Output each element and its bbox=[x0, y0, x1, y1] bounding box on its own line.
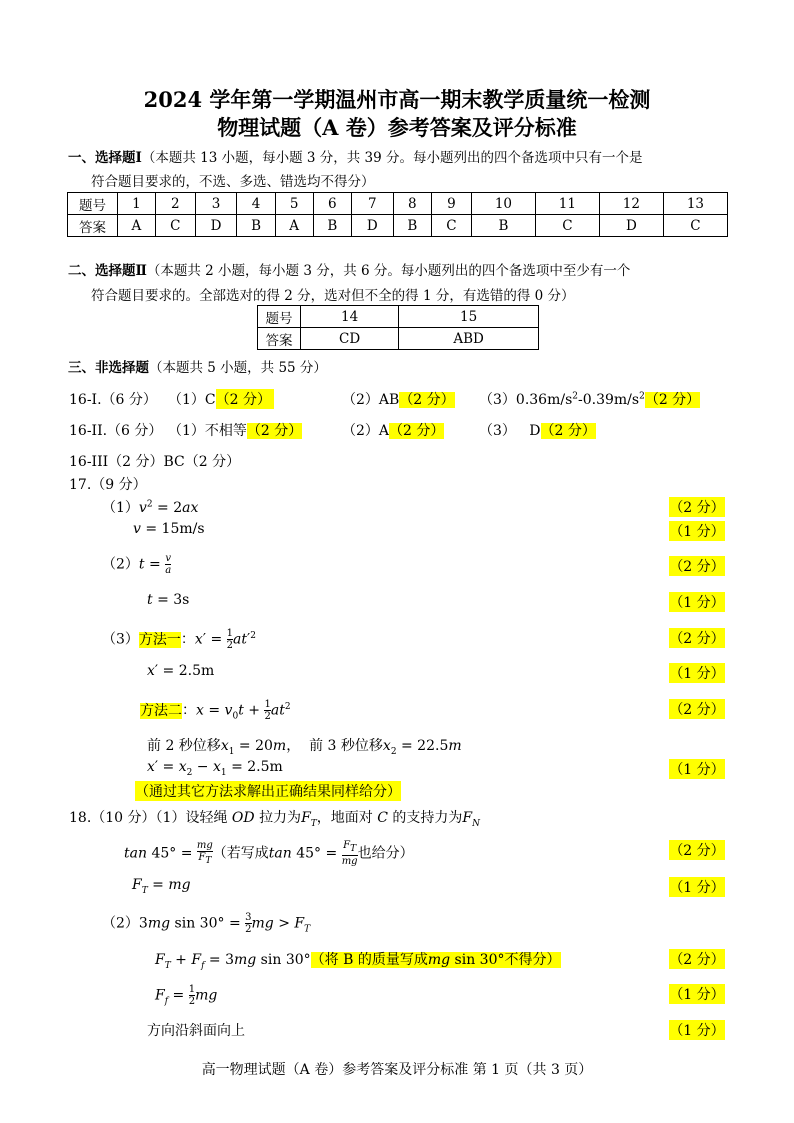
table-cell: D bbox=[351, 215, 393, 237]
score-badge: （2 分） bbox=[399, 392, 455, 408]
q17-3-method1: （3）方法一：x′ = $\frac{1}{2}$ $at'^2$ bbox=[102, 628, 256, 651]
section1-desc-line2: 符合题目要求的，不选、多选、错选均不得分） bbox=[91, 174, 375, 190]
q16-ii-label: 16-II.（6 分） bbox=[69, 423, 163, 439]
table-cell: 6 bbox=[313, 193, 351, 215]
table-cell: C bbox=[663, 215, 727, 237]
score-badge: （2 分） bbox=[669, 628, 725, 648]
score-badge: （1 分） bbox=[669, 877, 725, 897]
table-cell: ABD bbox=[399, 328, 539, 350]
q18-1-eq1: tan 45° = $\frac{mg}{F_T}$ （若写成tan 45° = $\frac{F_T}{mg}$ 也给分） bbox=[124, 840, 414, 867]
table-cell: A bbox=[275, 215, 313, 237]
section3-heading-line: 三、非选择题（本题共 5 小题，共 55 分） bbox=[68, 360, 327, 376]
table-cell: 7 bbox=[351, 193, 393, 215]
method1-label: 方法一 bbox=[138, 631, 181, 648]
table-header-cell: 答案 bbox=[258, 328, 301, 350]
section1-heading: 一、选择题Ⅰ bbox=[68, 150, 142, 166]
score-badge: （1 分） bbox=[669, 1020, 725, 1040]
q17-note: （通过其它方法求解出正确结果同样给分） bbox=[135, 781, 401, 801]
q18-note: （将 B 的质量写成mg sin 30°不得分） bbox=[310, 952, 561, 968]
q17-3-displacements: 前 2 秒位移$x_1 = 20m$， 前 3 秒位移$x_2 = 22.5m$ bbox=[147, 738, 462, 757]
table-cell: 9 bbox=[432, 193, 472, 215]
q17-1-eq2: v = 15m/s bbox=[133, 521, 205, 537]
q16-i-answer-2: （2）AB（2 分） bbox=[342, 392, 455, 408]
q16-iii: 16-III（2 分）BC（2 分） bbox=[69, 454, 241, 470]
score-badge: （1 分） bbox=[669, 663, 725, 683]
q16-ii-answer-1: （1）不相等（2 分） bbox=[168, 423, 303, 439]
section2-desc-line2: 符合题目要求的。全部选对的得 2 分，选对但不全的得 1 分，有选错的得 0 分） bbox=[91, 288, 575, 304]
table-cell: A bbox=[118, 215, 156, 237]
score-badge: （1 分） bbox=[669, 592, 725, 612]
table-cell: 13 bbox=[663, 193, 727, 215]
answer-table-1 bbox=[67, 192, 728, 237]
q17-2-eq1: （2）t = $\frac{v}{a}$ bbox=[102, 553, 172, 576]
table-cell: C bbox=[432, 215, 472, 237]
q17-3-method2: 方法二：$x = v_0t$ + $\frac{1}{2}$ $at^2$ bbox=[140, 699, 291, 722]
table-cell: 1 bbox=[118, 193, 156, 215]
score-badge: （2 分） bbox=[669, 699, 725, 719]
q16-ii-answer-2: （2）A（2 分） bbox=[342, 423, 445, 439]
q17-3-result2: $x' = x_2 - x_1 = 2.5m$ bbox=[147, 759, 283, 778]
q18-1-eq2: $F_T$ = mg bbox=[132, 877, 191, 896]
score-badge: （2 分） bbox=[540, 423, 596, 439]
score-badge: （1 分） bbox=[669, 759, 725, 779]
table-cell: 3 bbox=[195, 193, 237, 215]
score-badge: （2 分） bbox=[669, 556, 725, 576]
table-cell: 5 bbox=[275, 193, 313, 215]
table-cell: 8 bbox=[393, 193, 431, 215]
score-badge: （1 分） bbox=[669, 984, 725, 1004]
score-badge: （2 分） bbox=[669, 497, 725, 517]
table-cell: 10 bbox=[471, 193, 535, 215]
table-header-cell: 题号 bbox=[258, 306, 301, 328]
score-badge: （2 分） bbox=[246, 423, 303, 439]
table-cell: B bbox=[393, 215, 431, 237]
table-header-cell: 答案 bbox=[68, 215, 118, 237]
q16-i-answer-1: （1）C（2 分） bbox=[168, 389, 274, 409]
q16-i-label: 16-I.（6 分） bbox=[69, 392, 157, 408]
table-cell: D bbox=[195, 215, 237, 237]
score-badge: （1 分） bbox=[669, 521, 725, 541]
q18-2-eq3: $F_f$ = $\frac{1}{2}$ mg bbox=[155, 984, 218, 1007]
method2-label: 方法二 bbox=[140, 702, 182, 719]
q16-ii-answer-3: （3） D（2 分） bbox=[479, 423, 596, 439]
score-badge: （2 分） bbox=[669, 949, 725, 969]
table-cell: B bbox=[313, 215, 351, 237]
q17-2-eq2: t = 3s bbox=[147, 592, 190, 608]
table-cell: B bbox=[237, 215, 275, 237]
q17-label: 17.（9 分） bbox=[69, 477, 147, 493]
q18-2-eq1: （2）3mg sin 30° = $\frac{3}{2}$ mg > $F_T$ bbox=[102, 912, 311, 935]
table-cell: 12 bbox=[599, 193, 663, 215]
table-cell: C bbox=[535, 215, 599, 237]
table-cell: C bbox=[155, 215, 195, 237]
table-cell: CD bbox=[301, 328, 399, 350]
score-badge: （2 分） bbox=[216, 389, 274, 409]
score-badge: （2 分） bbox=[644, 392, 701, 408]
q16-i-answer-3: $(3)0.36m/s^2-0.39m/s^2(2$ 分） bbox=[479, 391, 701, 408]
table-cell: D bbox=[599, 215, 663, 237]
table-cell: 15 bbox=[399, 306, 539, 328]
q17-3-result1: x′ = 2.5m bbox=[147, 663, 215, 679]
score-badge: （2 分） bbox=[389, 423, 445, 439]
score-badge: （2 分） bbox=[669, 840, 725, 860]
title-line-1: 2024 学年第一学期温州市高一期末教学质量统一检测 bbox=[143, 87, 651, 112]
q18-direction: 方向沿斜面向上 bbox=[147, 1023, 245, 1039]
table-cell: 14 bbox=[301, 306, 399, 328]
section3-heading: 三、非选择题 bbox=[68, 360, 149, 376]
table-cell: 11 bbox=[535, 193, 599, 215]
q18-intro: 18.（10 分）（1）设轻绳 OD 拉力为$F_T$，地面对 C 的支持力为$F_N$ bbox=[69, 810, 481, 829]
q18-2-eq2: $F_T + F_f = 3mg$ sin 30°（将 B 的质量写成mg sin 30°不得分） bbox=[155, 952, 561, 971]
q17-1-eq1: $(1)v^2 = 2ax$ bbox=[102, 499, 199, 516]
table-cell: 2 bbox=[155, 193, 195, 215]
section2-heading: 二、选择题Ⅱ bbox=[68, 263, 147, 279]
table-cell: B bbox=[471, 215, 535, 237]
table-cell: 4 bbox=[237, 193, 275, 215]
table-header-cell: 题号 bbox=[68, 193, 118, 215]
section2-desc-line1: 二、选择题Ⅱ（本题共 2 小题，每小题 3 分，共 6 分。每小题列出的四个备选项中至少有一个 bbox=[68, 263, 631, 279]
page-footer: 高一物理试题（A 卷）参考答案及评分标准 第 1 页（共 3 页） bbox=[201, 1062, 593, 1078]
title-line-2: 物理试题（A 卷）参考答案及评分标准 bbox=[217, 115, 577, 140]
section1-desc-line1: 一、选择题Ⅰ（本题共 13 小题，每小题 3 分，共 39 分。每小题列出的四个备选项中只有一个是 bbox=[68, 150, 643, 166]
answer-table-2 bbox=[257, 305, 539, 350]
